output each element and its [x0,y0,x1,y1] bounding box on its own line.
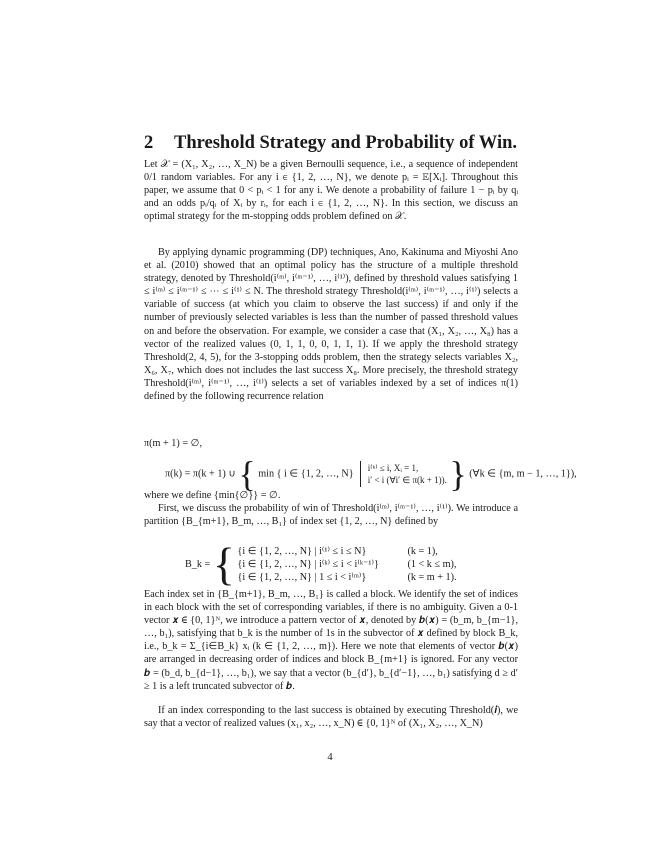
condition-b: i′ < i (∀i′ ∈ π(k + 1)). [367,475,447,485]
recurrence-lhs: π(k) = π(k + 1) ∪ [165,468,236,480]
recurrence-set-head: min { i ∈ {1, 2, …, N} [258,468,354,480]
left-brace: { [238,454,256,494]
paragraph-intro: Let 𝒳 = (X₁, X₂, …, X_N) be a given Bernoulli sequence, i.e., a sequence of independent 0/1 random variables. For any i ∈ {1, 2, …, N}, we denote pᵢ = 𝔼[Xᵢ]. Throughout this paper, we assume that 0 < pᵢ < 1 for any i. We denote a probability of failure 1 − pᵢ by qᵢ and an odds pᵢ/qᵢ of Xᵢ by rᵢ, for each i ∈ {1, 2, …, N}. In this section, we discuss an optimal strategy for the m-stopping odds problem defined on 𝒳. [144,159,518,223]
blocks-left-brace: { [212,538,235,590]
paragraph-blocks: Each index set in {B_{m+1}, B_m, …, B₁} is called a block. We identify the set of indices in each block with the set of corresponding variables, if there is no ambiguity. Given a 0-1 vector 𝒙 ∈ {0, 1}ᴺ, we introduce a pattern vector of 𝒙, denoted by 𝒃(𝒙) = (b_m, b_{m−1}, …, b₁), satisfying that b_k is the number of 1s in the subvector of 𝒙 defined by block B_k, i.e., b_k = Σ_{i∈B_k} xᵢ (k ∈ {1, 2, …, m}). Here we note that elements of vector 𝒃(𝒙) are arranged in decreasing order of indices and block B_{m+1} is ignored. For any vector 𝒃 = (b_d, b_{d−1}, …, b₁), we say that a vector (b_{d′}, b_{d′−1}, …, b₁) satisfying d ≥ d′ ≥ 1 is a left truncated subvector of 𝒃. [144,589,518,692]
paragraph-last-success: If an index corresponding to the last success is obtained by executing Threshold(𝒊), we say that a vector of realized values (x₁, x₂, …, x_N) ∈ {0, 1}ᴺ of (X₁, X₂, …, X_N) [144,705,518,730]
recurrence-conditions [368,462,447,486]
recurrence-quantifier: (∀k ∈ {m, m − 1, …, 1}), [469,468,577,480]
equation-recurrence-line2 [165,456,577,492]
blocks-cases [237,545,456,584]
blocks-row-2: {i ∈ {1, 2, …, N} | i⁽ᵏ⁾ ≤ i < i⁽ᵏ⁻¹⁾} (1 < k ≤ m), [237,559,457,570]
condition-a: i⁽ᵏ⁾ ≤ i, Xᵢ = 1, [367,463,419,473]
blocks-lhs: B_k = [185,559,211,570]
equation-blocks [185,538,457,590]
blocks-row-3: {i ∈ {1, 2, …, N} | 1 ≤ i < i⁽ᵐ⁾} (k = m + 1). [237,572,457,583]
section-number: 2 [144,133,154,153]
right-brace: } [449,454,467,494]
section-heading [144,133,564,154]
page-number: 4 [327,752,333,763]
separator-bar [360,461,361,487]
section-title: Threshold Strategy and Probability of Win. [174,133,517,153]
paragraph-threshold-strategy: By applying dynamic programming (DP) techniques, Ano, Kakinuma and Miyoshi Ano et al. (2010) showed that an optimal policy has the structure of a multiple threshold strategy, denoted by Threshold(i⁽ᵐ⁾, i⁽ᵐ⁻¹⁾, …, i⁽¹⁾), defined by threshold values satisfying 1 ≤ i⁽ᵐ⁾ ≤ i⁽ᵐ⁻¹⁾ ≤ ⋯ ≤ i⁽¹⁾ ≤ N. The threshold strategy Threshold(i⁽ᵐ⁾, i⁽ᵐ⁻¹⁾, …, i⁽¹⁾) selects a variable of success (at which you claim to observe the last success) if and only if the number of previously selected variables is less than the number of passed threshold values on and before the observation. For example, we consider a case that (X₁, X₂, …, X₈) has a vector of the realized values (0, 1, 1, 0, 0, 1, 1, 1). If we apply the threshold strategy Threshold(2, 4, 5), for the 3-stopping odds problem, then the strategy selects variables X₂, X₆, X₇, which does not includes the last success X₈. More precisely, the threshold strategy Threshold(i⁽ᵐ⁾, i⁽ᵐ⁻¹⁾, …, i⁽¹⁾) selects a set of variables indexed by a set of indices π(1) defined by the following recurrence relation [144,247,518,403]
blocks-row-1: {i ∈ {1, 2, …, N} | i⁽¹⁾ ≤ i ≤ N} (k = 1), [237,546,438,557]
paragraph-partition: First, we discuss the probability of win of Threshold(i⁽ᵐ⁾, i⁽ᵐ⁻¹⁾, …, i⁽¹⁾). We introduce a partition {B_{m+1}, B_m, …, B₁} of index set {1, 2, …, N} defined by [144,503,518,528]
paragraph-min-empty: where we define {min{∅}} = ∅. [144,490,281,501]
equation-recurrence-line1: π(m + 1) = ∅, [144,438,203,449]
